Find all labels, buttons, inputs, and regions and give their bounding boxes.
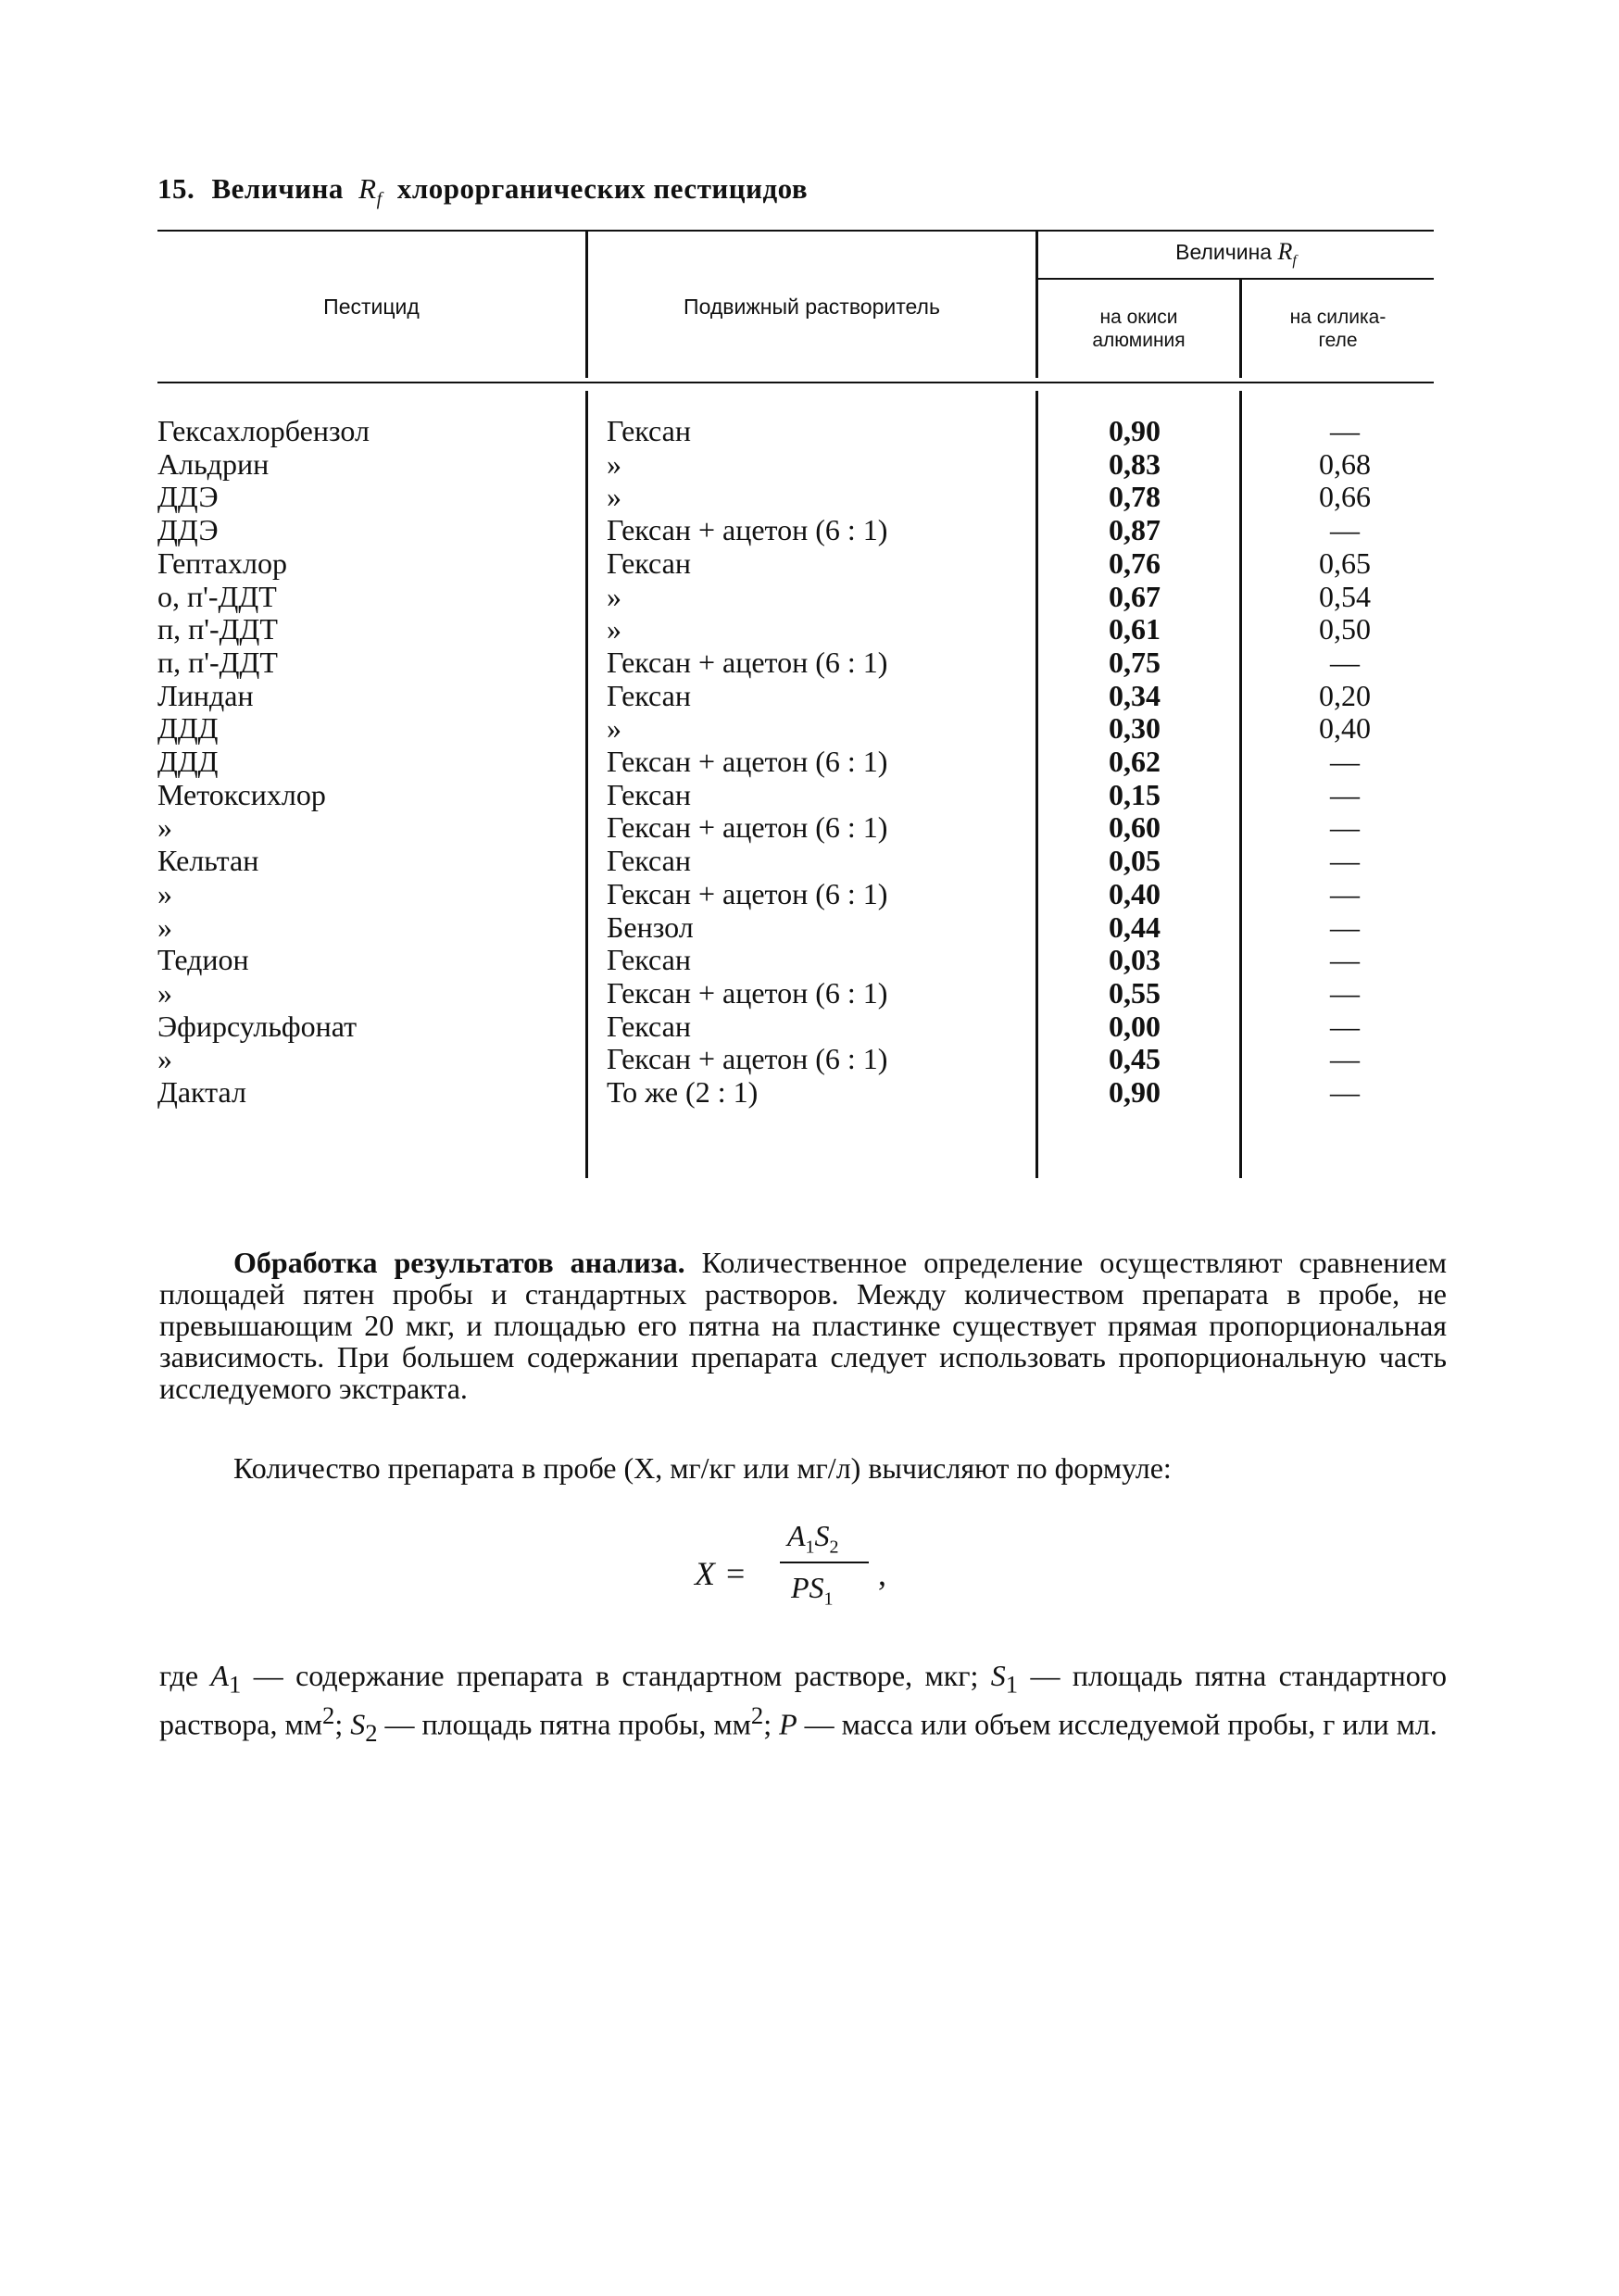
formula-equals: =: [726, 1555, 746, 1592]
table-row: [0, 943, 1619, 976]
rf-silica-cell: —: [1330, 910, 1360, 944]
solvent-cell: Гексан + ацетон (6 : 1): [607, 1042, 888, 1076]
table-number: 15.: [157, 172, 195, 205]
table-row: [0, 447, 1619, 481]
table-row: [0, 646, 1619, 679]
solvent-cell: Гексан + ацетон (6 : 1): [607, 975, 888, 1010]
table-row: [0, 976, 1619, 1010]
solvent-cell: »: [607, 612, 621, 646]
table-row: [0, 480, 1619, 513]
pesticide-cell: Гептахлор: [157, 546, 287, 580]
rf-silica-cell: 0,68: [1319, 446, 1371, 481]
table-top-rule: [157, 230, 1434, 232]
rf-alumina-cell: 0,67: [1109, 579, 1161, 613]
rf-silica-cell: 0,66: [1319, 480, 1371, 514]
formula-comma: ,: [878, 1555, 886, 1592]
formula-lhs: X: [695, 1555, 715, 1592]
rf-silica-cell: 0,50: [1319, 612, 1371, 646]
pesticide-cell: о, п'-ДДТ: [157, 579, 277, 613]
pesticide-cell: »: [157, 910, 172, 944]
solvent-cell: Гексан + ацетон (6 : 1): [607, 645, 888, 679]
rf-alumina-cell: 0,61: [1109, 612, 1161, 646]
pesticide-cell: Альдрин: [157, 446, 270, 481]
rf-silica-cell: 0,20: [1319, 678, 1371, 712]
pesticide-cell: п, п'-ДДТ: [157, 612, 278, 646]
variable-definitions: где $A_1$ — содержание препарата в стандартном растворе, мкг; $S_1$ — площадь пятна стандартного раствора, $мм^2$; $S_2$ — площадь пятна пробы, $мм^2$; P — масса или объем исследуемой пробы, г или мл.: [159, 1659, 1448, 1748]
solvent-cell: »: [607, 480, 621, 514]
pesticide-cell: »: [157, 975, 172, 1010]
rf-alumina-cell: 0,30: [1109, 711, 1161, 746]
table-row: [0, 580, 1619, 613]
rf-silica-cell: —: [1330, 876, 1360, 910]
rf-alumina-cell: 0,60: [1109, 810, 1161, 845]
pesticide-cell: »: [157, 876, 172, 910]
solvent-cell: Гексан + ацетон (6 : 1): [607, 745, 888, 778]
table-row: [0, 612, 1619, 646]
rf-alumina-cell: 0,15: [1109, 777, 1161, 811]
table-row: [0, 1075, 1619, 1109]
table-row: [0, 745, 1619, 778]
rf-alumina-cell: 0,76: [1109, 546, 1161, 580]
solvent-cell: »: [607, 446, 621, 481]
table-row: [0, 844, 1619, 877]
table-row: [0, 679, 1619, 712]
solvent-cell: Гексан: [607, 1009, 691, 1043]
pesticide-cell: Линдан: [157, 678, 254, 712]
rf-silica-cell: —: [1330, 745, 1360, 778]
header-pesticide: Пестицид: [323, 295, 420, 319]
pesticide-cell: »: [157, 810, 172, 845]
rf-alumina-cell: 0,45: [1109, 1042, 1161, 1076]
section-heading: Обработка результатов анализа.: [233, 1246, 685, 1279]
rf-silica-cell: 0,65: [1319, 546, 1371, 580]
pesticide-cell: Метоксихлор: [157, 777, 326, 811]
paragraph-formula-intro: Количество препарата в пробе (X, мг/кг или мг/л) вычисляют по формуле:: [233, 1451, 1172, 1485]
rf-alumina-cell: 0,75: [1109, 645, 1161, 679]
pesticide-cell: ДДД: [157, 711, 219, 746]
solvent-cell: Гексан: [607, 844, 691, 878]
header-rf-group: Величина $R_f$: [1175, 238, 1297, 270]
fraction-bar: [780, 1562, 869, 1563]
table-row: [0, 414, 1619, 447]
rf-silica-cell: —: [1330, 414, 1360, 447]
caption-suffix: хлорорганических пестицидов: [396, 172, 809, 205]
rf-alumina-cell: 0,40: [1109, 876, 1161, 910]
formula-numerator: $A_1S_2$: [787, 1519, 839, 1558]
rf-silica-cell: —: [1330, 1009, 1360, 1043]
rf-alumina-cell: 0,55: [1109, 975, 1161, 1010]
caption-prefix: Величина: [211, 172, 344, 205]
pesticide-cell: Тедион: [157, 943, 249, 977]
table-row: [0, 910, 1619, 944]
pesticide-cell: п, п'-ДДТ: [157, 645, 278, 679]
table-row: [0, 877, 1619, 910]
rf-alumina-cell: 0,83: [1109, 446, 1161, 481]
table-row: [0, 778, 1619, 811]
rf-alumina-cell: 0,05: [1109, 844, 1161, 878]
formula-denominator: $PS_1$: [791, 1571, 834, 1610]
pesticide-cell: Эфирсульфонат: [157, 1009, 358, 1043]
solvent-cell: Гексан: [607, 546, 691, 580]
header-solvent: Подвижный растворитель: [684, 295, 940, 319]
pesticide-cell: »: [157, 1042, 172, 1076]
rf-silica-cell: —: [1330, 810, 1360, 845]
pesticide-cell: Кельтан: [157, 844, 259, 878]
rf-alumina-cell: 0,62: [1109, 745, 1161, 778]
rf-silica-cell: —: [1330, 645, 1360, 679]
pesticide-cell: Гексахлорбензол: [157, 414, 370, 447]
rf-alumina-cell: 0,90: [1109, 1075, 1161, 1109]
rf-alumina-cell: 0,87: [1109, 513, 1161, 547]
rf-silica-cell: —: [1330, 777, 1360, 811]
table-caption: [157, 172, 808, 210]
table-row: [0, 1042, 1619, 1075]
solvent-cell: »: [607, 579, 621, 613]
solvent-cell: Гексан: [607, 777, 691, 811]
header-alumina: на окиси алюминия: [1092, 307, 1186, 351]
rf-silica-cell: —: [1330, 1042, 1360, 1076]
pesticide-cell: ДДЭ: [157, 480, 219, 514]
rf-symbol: $R_f$: [358, 172, 383, 210]
rf-alumina-cell: 0,03: [1109, 943, 1161, 977]
pesticide-cell: ДДД: [157, 745, 219, 778]
rf-alumina-cell: 0,90: [1109, 414, 1161, 447]
table-row: [0, 1010, 1619, 1043]
rf-alumina-cell: 0,44: [1109, 910, 1161, 944]
rf-alumina-cell: 0,78: [1109, 480, 1161, 514]
solvent-cell: Гексан + ацетон (6 : 1): [607, 876, 888, 910]
solvent-cell: »: [607, 711, 621, 746]
rf-alumina-cell: 0,34: [1109, 678, 1161, 712]
rf-silica-cell: —: [1330, 975, 1360, 1010]
solvent-cell: Гексан + ацетон (6 : 1): [607, 810, 888, 845]
header-silica: на силика- геле: [1289, 307, 1387, 351]
rf-alumina-cell: 0,00: [1109, 1009, 1161, 1043]
solvent-cell: Гексан + ацетон (6 : 1): [607, 513, 888, 547]
header-bottom-rule: [157, 382, 1434, 383]
rf-silica-cell: —: [1330, 513, 1360, 547]
solvent-cell: Гексан: [607, 943, 691, 977]
rf-silica-cell: —: [1330, 844, 1360, 878]
solvent-cell: То же (2 : 1): [607, 1075, 759, 1109]
solvent-cell: Гексан: [607, 678, 691, 712]
rf-group-rule: [1035, 278, 1434, 280]
table-row: [0, 513, 1619, 546]
pesticide-cell: ДДЭ: [157, 513, 219, 547]
pesticide-cell: Дактал: [157, 1075, 246, 1109]
rf-silica-cell: 0,54: [1319, 579, 1371, 613]
table-row: [0, 546, 1619, 580]
rf-silica-cell: 0,40: [1319, 711, 1371, 746]
rf-silica-cell: —: [1330, 943, 1360, 977]
table-row: [0, 810, 1619, 844]
paragraph-text: Количественное определение осуществляют сравнением площадей пятен пробы и стандартных растворов. Между количеством препарата в пробе, не превышающим 20 мкг, и площадью его пятна на пластинке существует прямая пропорциональная зависимость. При большем содержании препарата следует использовать пропорциональную часть исследуемого экстракта.: [159, 1246, 1448, 1405]
rf-silica-cell: —: [1330, 1075, 1360, 1109]
paragraph-processing: [159, 1247, 1447, 1404]
table-row: [0, 711, 1619, 745]
solvent-cell: Гексан: [607, 414, 691, 447]
formula: [695, 1519, 935, 1621]
solvent-cell: Бензол: [607, 910, 694, 944]
